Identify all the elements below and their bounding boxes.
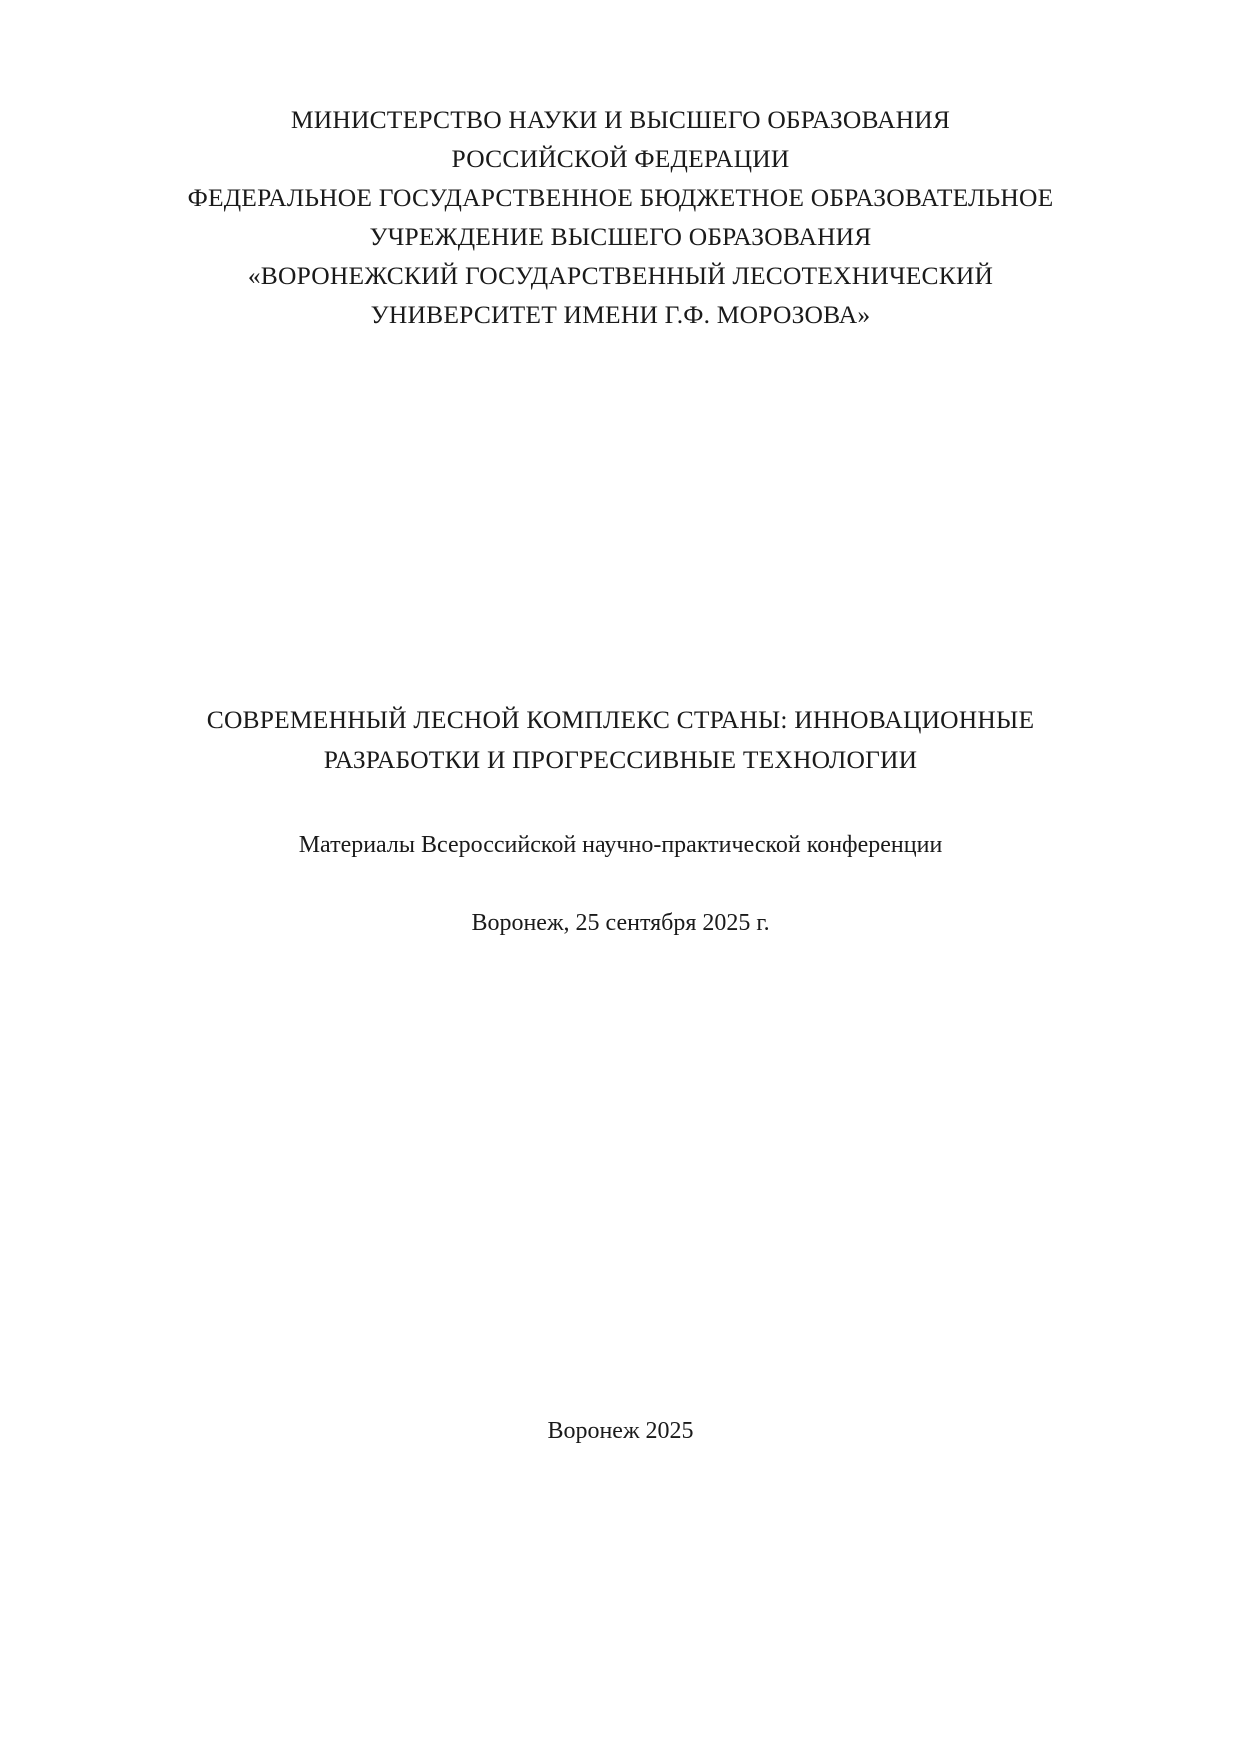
conference-subtitle: Материалы Всероссийской научно-практической конференции xyxy=(298,832,943,858)
institution-line-2: РОССИЙСКОЙ ФЕДЕРАЦИИ xyxy=(451,144,790,173)
page-content xyxy=(115,0,1126,1755)
conference-title-line-2: РАЗРАБОТКИ И ПРОГРЕССИВНЫЕ ТЕХНОЛОГИИ xyxy=(323,745,918,774)
institution-line-5: «ВОРОНЕЖСКИЙ ГОСУДАРСТВЕННЫЙ ЛЕСОТЕХНИЧЕСКИЙ xyxy=(247,261,994,290)
conference-title-line-1: СОВРЕМЕННЫЙ ЛЕСНОЙ КОМПЛЕКС СТРАНЫ: ИННОВАЦИОННЫЕ xyxy=(206,705,1035,734)
institution-line-1: МИНИСТЕРСТВО НАУКИ И ВЫСШЕГО ОБРАЗОВАНИЯ xyxy=(290,105,951,134)
institution-line-4: УЧРЕЖДЕНИЕ ВЫСШЕГО ОБРАЗОВАНИЯ xyxy=(369,222,872,251)
imprint-line: Воронеж 2025 xyxy=(547,1418,694,1444)
institution-line-6: УНИВЕРСИТЕТ ИМЕНИ Г.Ф. МОРОЗОВА» xyxy=(370,300,871,329)
conference-block xyxy=(115,700,1126,940)
institution-line-3: ФЕДЕРАЛЬНОЕ ГОСУДАРСТВЕННОЕ БЮДЖЕТНОЕ ОБРАЗОВАТЕЛЬНОЕ xyxy=(187,183,1054,212)
institution-block xyxy=(115,100,1126,334)
conference-place-date: Воронеж, 25 сентября 2025 г. xyxy=(471,910,770,936)
